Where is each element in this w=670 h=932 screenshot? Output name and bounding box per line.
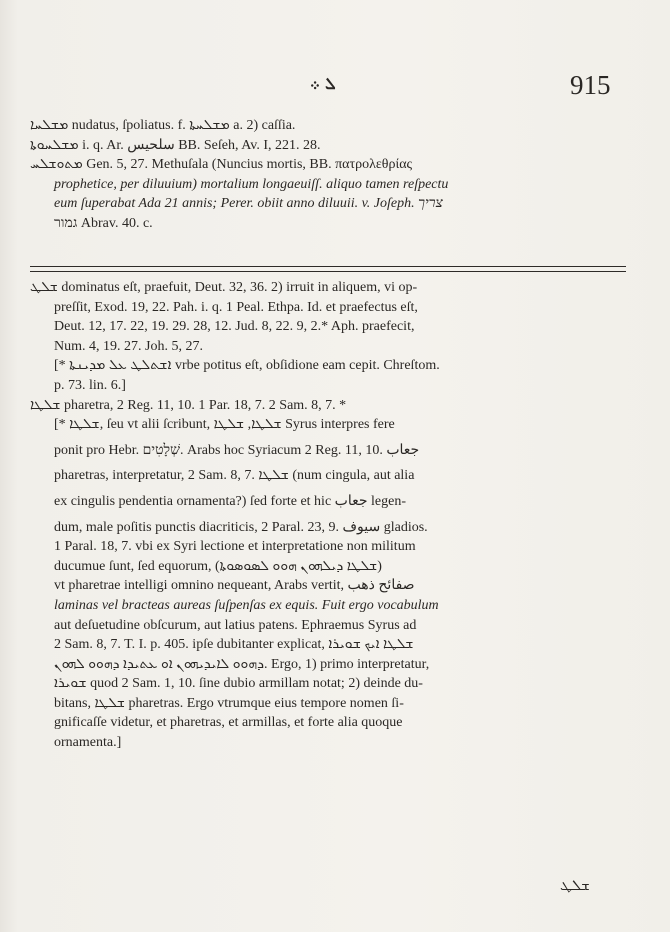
entry-line: ornamenta.] [54, 735, 122, 751]
page-number: 915 [570, 70, 611, 100]
entry-line: 2 Sam. 8, 7. T. I. p. 405. ipſe dubitanter explicat, ܫܠܛܐ ܐܝܟ ܫܘܝܪܐ [54, 637, 414, 653]
entries-lower [30, 278, 630, 753]
entry-line: ex cingulis pendentia ornamenta?) ſed forte et hic جعاب legen- [54, 493, 407, 509]
section-rule-thin [30, 271, 626, 272]
entry-line: prophetice, per diluuium) mortalium longaeuiſſ. aliquo tamen reſpectu [54, 176, 449, 192]
entry-line: Num. 4, 19. 27. Joh. 5, 27. [54, 338, 203, 354]
running-head-syriac: ܠ ܀ [310, 74, 336, 93]
section-rule [30, 266, 626, 267]
catchword: ܫܠܛ [560, 876, 590, 894]
entry-line: ܫܠܛ dominatus eſt, praefuit, Deut. 32, 36. 2) irruit in aliquem, vi op- [30, 280, 418, 295]
entry-line: bitans, ܫܠܛܐ pharetras. Ergo vtrumque eius tempore nomen ſi- [54, 695, 404, 711]
entry-line: dum, male poſitis punctis diacriticis, 2 Paral. 23, 9. سيوف gladios. [54, 519, 428, 535]
entry-line: eum ſuperabat Ada 21 annis; Perer. obiit anno diluuii. v. Joſeph. צריך [54, 196, 443, 212]
entry-line: ܡܫܠܚܐ nudatus, ſpoliatus. f. ܡܫܠܚܬܐ a. 2) caſſia. [30, 118, 296, 133]
entry-line: 1 Paral. 18, 7. vbi ex Syri lectione et interpretatione non militum [54, 539, 416, 555]
entry-line: [* ܫܠܛܐ, ſeu vt alii ſcribunt, ܫܠܛܐ, ܫܠܛܐ Syrus interpres fere [54, 417, 395, 433]
entry-line: ducumue ſunt, ſed equorum, (ܫܠܛܐ ܕܝܠܗܘܢ ܗܘܘ ܠܣܘܣܘܬܐ) [54, 558, 382, 574]
entry-line: ponit pro Hebr. שְׁלָטִים. Arabs hoc Syriacum 2 Reg. 11, 10. جعاب [54, 442, 420, 458]
entry-line: ܫܘܝܪܐ quod 2 Sam. 1, 10. ſine dubio armillam notat; 2) deinde du- [54, 676, 423, 692]
entry-line: laminas vel bracteas aureas ſuſpenſas ex equis. Fuit ergo vocabulum [54, 597, 439, 613]
entry-line: pharetras, interpretatur, 2 Sam. 8, 7. ܫܠܛܐ (num cingula, aut alia [54, 468, 415, 484]
entry-line: Deut. 12, 17. 22, 19. 29. 28, 12. Jud. 8, 22. 9, 2.* Aph. praefecit, [54, 319, 415, 335]
entry-line: p. 73. lin. 6.] [54, 377, 126, 393]
entry-line: ܡܫܠܚܘܬܐ i. q. Ar. سلحيس BB. Seſeh, Av. I, 221. 28. [30, 137, 321, 153]
entry-line: גמור Abrav. 40. c. [54, 215, 153, 231]
entry-line: ܕܗܘܘ ܠܐܝܕܝܗܘܢ ܐܘ ܥܬܝܕܐ ܕܗܘܘ ܠܗܘܢ. Ergo, 1) primo interpretatur, [54, 656, 430, 672]
entry-line: vt pharetrae intelligi omnino nequeant, Arabs vertit, صفائح ذهب [54, 578, 415, 594]
entry-line: preſſit, Exod. 19, 22. Pah. i. q. 1 Peal. Ethpa. Id. et praefectus eſt, [54, 299, 418, 315]
entry-line: ܫܠܛܐ pharetra, 2 Reg. 11, 10. 1 Par. 18, 7. 2 Sam. 8, 7. * [30, 397, 347, 413]
entry-line: aut deſuetudine obſcurum, aut latius patens. Ephraemus Syrus ad [54, 617, 417, 633]
entry-line: [* ܐܫܬܠܛ ܥܠ ܡܕܝܢܬܐ vrbe potitus eſt, obſidione eam cepit. Chreſtom. [54, 358, 440, 374]
entries-upper [30, 116, 630, 234]
entry-line: ܡܬܘܫܠܚ Gen. 5, 27. Methuſala (Nuncius mortis, BB. πατρολεθρίας [30, 157, 413, 173]
entry-line: gnificaſſe videtur, et pharetras, et armillas, et forte alia quoque [54, 715, 403, 731]
